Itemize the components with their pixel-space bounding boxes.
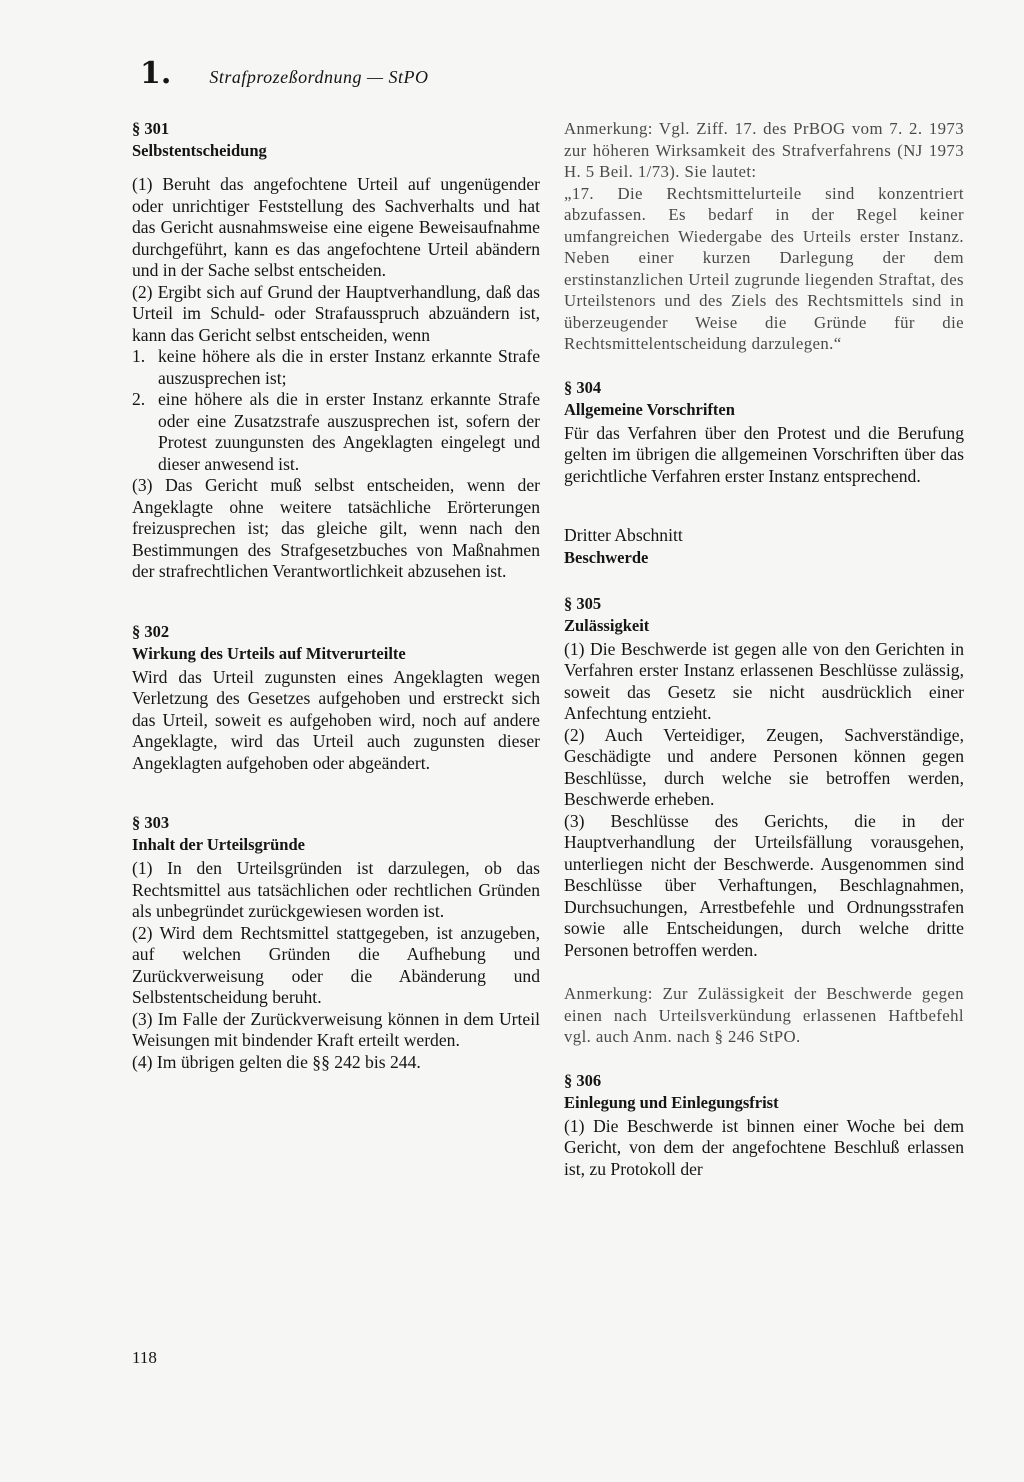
section-number: § 305 (564, 593, 602, 613)
annotation-note: Anmerkung: Vgl. Ziff. 17. des PrBOG vom 7. 2. 1973 zur höheren Wirksamkeit des Strafverfahrens (NJ 1973 H. 5 Beil. 1/73). Sie lautet: (564, 119, 964, 181)
running-title: Strafprozeßordnung — StPO (209, 67, 429, 87)
list-item (132, 389, 540, 475)
paragraph: (2) Wird dem Rechtsmittel stattgegeben, ist anzugeben, auf welchen Gründen die Aufhebung und Zurückverweisung oder die Abänderung und Selbstentscheidung beruht. (132, 922, 540, 1007)
section-301 (132, 118, 540, 583)
section-306 (564, 1070, 964, 1181)
section-304 (564, 377, 964, 488)
list-item-text: keine höhere als die in erster Instanz erkannte Strafe auszusprechen ist; (158, 346, 540, 388)
paragraph: (4) Im übrigen gelten die §§ 242 bis 244. (132, 1051, 421, 1072)
paragraph: (3) Beschlüsse des Gerichts, die in der Hauptverhandlung der Urteilsfällung vorausgehen, unterliegen nicht der Beschwerde. Ausgenommen sind Beschlüsse über Verhaftungen, Beschlagnahmen, Durchsuchungen, Arrestbefehle und Ordnungsstrafen sowie alle Entscheidungen, durch welche dritte Personen betroffen werden. (564, 810, 964, 960)
section-title: Inhalt der Urteilsgründe (132, 835, 305, 854)
list-item-text: eine höhere als die in erster Instanz erkannte Strafe oder eine Zusatzstrafe auszusprechen ist, sofern der Protest zuungunsten des Angeklagten eingelegt und dieser anwesend ist. (158, 389, 540, 474)
chapter-number: 1. (140, 56, 172, 91)
section-number: § 303 (132, 813, 170, 832)
section-title: Allgemeine Vorschriften (564, 399, 735, 419)
annotation-note: Anmerkung: Zur Zulässigkeit der Beschwerde gegen einen nach Urteilsverkündung erlassenen Haftbefehl vgl. auch Anm. nach § 246 StPO. (564, 984, 964, 1046)
division-label: Dritter Abschnitt (564, 525, 683, 545)
left-column (132, 118, 540, 1073)
annotation-quote: „17. Die Rechtsmittelurteile sind konzentriert abzufassen. Es bedarf in der Regel keiner umfangreichen Wiedergabe des Urteils erster Instanz. Neben einer kurzen Darlegung der dem erstinstanzlichen Urteil zugrunde liegenden Straftat, des Urteilstenors und des Ziels des Rechtsmittels sind in überzeugender Weise die Gründe für die Rechtsmittelentscheidung darzulegen.“ (564, 183, 964, 353)
section-302 (132, 621, 540, 775)
section-title: Zulässigkeit (564, 615, 650, 635)
section-number: § 306 (564, 1070, 602, 1090)
section-number: § 302 (132, 621, 170, 641)
section-305 (564, 593, 964, 1048)
section-303 (132, 812, 540, 1073)
paragraph: (1) Die Beschwerde ist binnen einer Woche bei dem Gericht, von dem der angefochtene Beschluß erlassen ist, zu Protokoll der (564, 1115, 964, 1179)
list-item-number: 2. (132, 389, 146, 409)
paragraph: (2) Auch Verteidiger, Zeugen, Sachverständige, Geschädigte und andere Personen können gegen Beschlüsse, durch welche sie betroffen werden, Beschwerde erheben. (564, 724, 964, 809)
section-title: Wirkung des Urteils auf Mitverurteilte (132, 643, 406, 663)
paragraph: (1) Die Beschwerde ist gegen alle von den Gerichten in Verfahren erster Instanz erlassenen Beschlüsse zulässig, soweit das Gesetz sie nicht ausdrücklich einer Anfechtung entzieht. (564, 638, 964, 723)
list-item-number: 1. (132, 346, 146, 366)
paragraph: (1) In den Urteilsgründen ist darzulegen, ob das Rechtsmittel aus tatsächlichen oder rechtlichen Gründen als unbegründet zurückgewiesen worden ist. (132, 858, 540, 921)
paragraph: Wird das Urteil zugunsten eines Angeklagten wegen Verletzung des Gesetzes aufgehoben und erstreckt sich das Urteil, soweit es aufgehoben wird, noch auf andere Angeklagte, wird das Urteil auch zugunsten dieser Angeklagten aufgehoben oder abgeändert. (132, 666, 540, 773)
section-number: § 301 (132, 119, 170, 138)
paragraph: (2) Ergibt sich auf Grund der Hauptverhandlung, daß das Urteil im Schuld- oder Strafausspruch abzuändern ist, kann das Gericht selbst entscheiden, wenn (132, 281, 540, 345)
page-number: 118 (132, 1348, 157, 1367)
section-number: § 304 (564, 377, 602, 397)
paragraph: (1) Beruht das angefochtene Urteil auf ungenügender oder unrichtiger Feststellung des Sachverhalts und hat das Gericht ausnahmsweise eine eigene Beweisaufnahme durchgeführt, kann es das angefochtene Urteil abändern und in der Sache selbst entscheiden. (132, 174, 540, 280)
division-heading (564, 525, 964, 569)
section-title: Selbstentscheidung (132, 141, 267, 160)
section-title: Einlegung und Einlegungsfrist (564, 1092, 779, 1112)
division-title: Beschwerde (564, 547, 649, 567)
list-item (132, 346, 540, 389)
page-header (140, 56, 429, 100)
paragraph: Für das Verfahren über den Protest und die Berufung gelten im übrigen die allgemeinen Vorschriften über das gerichtliche Verfahren erster Instanz entsprechend. (564, 422, 964, 486)
paragraph: (3) Das Gericht muß selbst entscheiden, wenn der Angeklagte ohne weitere tatsächliche Erörterungen freizusprechen ist; das gleiche gilt, wenn nach den Bestimmungen des Strafgesetzbuches von Maßnahmen der strafrechtlichen Verantwortlichkeit abzusehen ist. (132, 475, 540, 581)
paragraph: (3) Im Falle der Zurückverweisung können in dem Urteil Weisungen mit bindender Kraft erteilt werden. (132, 1008, 540, 1050)
right-column (564, 118, 964, 1180)
